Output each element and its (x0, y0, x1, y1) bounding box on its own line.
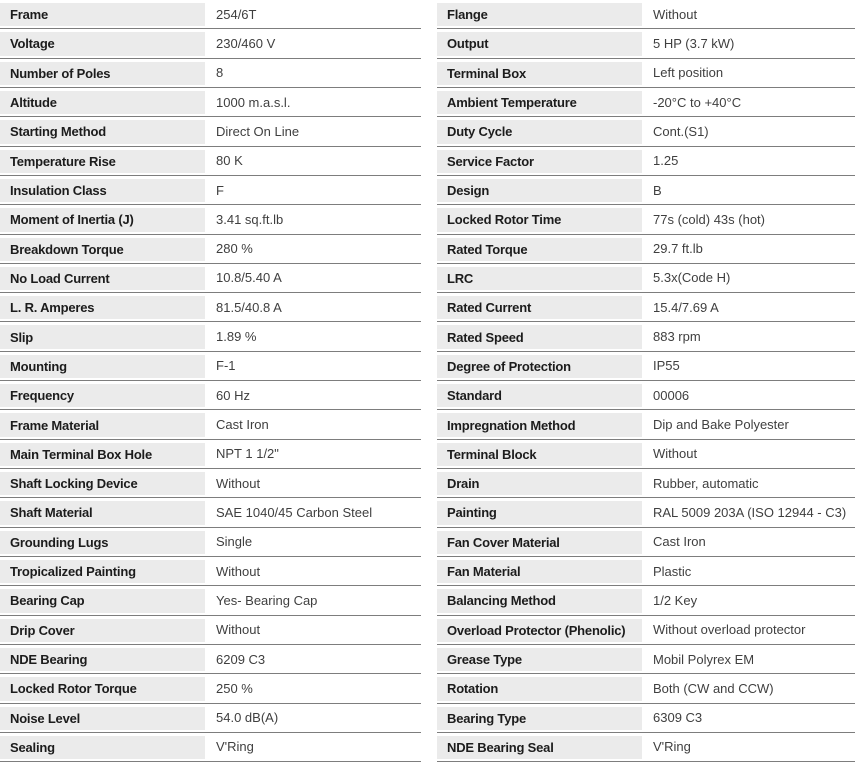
spec-value: Without (653, 6, 698, 22)
spec-label: Rated Speed (437, 325, 642, 348)
table-row (437, 117, 855, 146)
table-row (437, 616, 855, 645)
spec-label: Slip (0, 325, 205, 348)
spec-value: Plastic (653, 563, 692, 579)
spec-value: F-1 (216, 358, 236, 374)
spec-label: Locked Rotor Time (437, 208, 642, 231)
table-row (437, 29, 855, 58)
table-row (437, 557, 855, 586)
table-row (0, 586, 421, 615)
table-row (437, 645, 855, 674)
table-row (0, 616, 421, 645)
spec-label: Shaft Material (0, 501, 205, 524)
spec-label: Frame Material (0, 413, 205, 436)
table-row (0, 147, 421, 176)
spec-value: 5 HP (3.7 kW) (653, 35, 735, 51)
spec-value: Cast Iron (653, 534, 706, 550)
spec-label: Main Terminal Box Hole (0, 443, 205, 466)
spec-label: Standard (437, 384, 642, 407)
spec-label: Shaft Locking Device (0, 472, 205, 495)
spec-label: Temperature Rise (0, 150, 205, 173)
table-row (437, 498, 855, 527)
spec-value: Single (216, 534, 253, 550)
table-row (0, 440, 421, 469)
spec-value: 1/2 Key (653, 592, 698, 608)
table-row (437, 235, 855, 264)
table-row (0, 528, 421, 557)
spec-table-left (0, 0, 421, 762)
spec-label: Fan Material (437, 560, 642, 583)
spec-label: Moment of Inertia (J) (0, 208, 205, 231)
spec-label: NDE Bearing Seal (437, 736, 642, 759)
spec-value: IP55 (653, 358, 680, 374)
table-row (0, 322, 421, 351)
spec-value: 80 K (216, 153, 243, 169)
table-row (0, 469, 421, 498)
table-row (437, 88, 855, 117)
table-row (0, 381, 421, 410)
table-row (0, 0, 421, 29)
table-row (437, 381, 855, 410)
table-row (437, 528, 855, 557)
table-row (0, 674, 421, 703)
table-row (0, 88, 421, 117)
spec-table-right (437, 0, 855, 762)
spec-value: 81.5/40.8 A (216, 299, 282, 315)
table-row (437, 410, 855, 439)
table-row (0, 264, 421, 293)
spec-label: Altitude (0, 91, 205, 114)
table-row (437, 352, 855, 381)
spec-label: Rotation (437, 677, 642, 700)
spec-label: Drain (437, 472, 642, 495)
spec-value: 1.25 (653, 153, 679, 169)
table-row (437, 674, 855, 703)
table-row (437, 322, 855, 351)
spec-label: Mounting (0, 355, 205, 378)
table-row (437, 586, 855, 615)
table-row (0, 59, 421, 88)
spec-value: Without (216, 563, 261, 579)
spec-value: Both (CW and CCW) (653, 680, 774, 696)
spec-label: Breakdown Torque (0, 238, 205, 261)
table-row (437, 147, 855, 176)
table-row (437, 176, 855, 205)
spec-value: -20°C to +40°C (653, 94, 742, 110)
spec-value: V'Ring (653, 739, 691, 755)
spec-label: Frequency (0, 384, 205, 407)
spec-label: Drip Cover (0, 619, 205, 642)
spec-label: Noise Level (0, 707, 205, 730)
spec-label: L. R. Amperes (0, 296, 205, 319)
spec-value: Cast Iron (216, 417, 269, 433)
spec-value: 3.41 sq.ft.lb (216, 211, 284, 227)
spec-value: 280 % (216, 241, 253, 257)
spec-value: 230/460 V (216, 35, 276, 51)
spec-value: 1000 m.a.s.l. (216, 94, 291, 110)
spec-label: Terminal Box (437, 62, 642, 85)
spec-label: Output (437, 32, 642, 55)
table-row (0, 704, 421, 733)
spec-value: 6209 C3 (216, 651, 266, 667)
table-row (0, 352, 421, 381)
table-row (0, 235, 421, 264)
table-row (0, 498, 421, 527)
spec-label: Starting Method (0, 120, 205, 143)
spec-value: Direct On Line (216, 123, 300, 139)
spec-value: Without overload protector (653, 622, 806, 638)
spec-label: Degree of Protection (437, 355, 642, 378)
spec-value: Without (216, 622, 261, 638)
table-row (0, 29, 421, 58)
spec-label: Balancing Method (437, 589, 642, 612)
table-row (437, 733, 855, 762)
spec-value: 00006 (653, 387, 690, 403)
spec-label: Flange (437, 3, 642, 26)
table-row (437, 469, 855, 498)
table-row (0, 733, 421, 762)
spec-label: Design (437, 179, 642, 202)
spec-value: 77s (cold) 43s (hot) (653, 211, 765, 227)
spec-label: Painting (437, 501, 642, 524)
spec-value: 15.4/7.69 A (653, 299, 719, 315)
spec-value: Rubber, automatic (653, 475, 759, 491)
spec-label: Locked Rotor Torque (0, 677, 205, 700)
table-row (437, 440, 855, 469)
spec-value: Without (216, 475, 261, 491)
spec-label: Duty Cycle (437, 120, 642, 143)
spec-value: 6309 C3 (653, 710, 703, 726)
table-row (0, 293, 421, 322)
spec-value: RAL 5009 203A (ISO 12944 - C3) (653, 504, 847, 520)
table-row (437, 0, 855, 29)
spec-value: SAE 1040/45 Carbon Steel (216, 504, 373, 520)
spec-value: 8 (216, 65, 224, 81)
spec-value: Without (653, 446, 698, 462)
spec-label: NDE Bearing (0, 648, 205, 671)
spec-label: Rated Current (437, 296, 642, 319)
spec-label: Bearing Type (437, 707, 642, 730)
spec-label: Ambient Temperature (437, 91, 642, 114)
spec-label: Impregnation Method (437, 413, 642, 436)
spec-value: Dip and Bake Polyester (653, 417, 789, 433)
spec-value: 1.89 % (216, 329, 257, 345)
spec-value: 60 Hz (216, 387, 250, 403)
spec-label: Voltage (0, 32, 205, 55)
table-row (437, 264, 855, 293)
spec-value: Mobil Polyrex EM (653, 651, 755, 667)
spec-value: B (653, 182, 662, 198)
spec-value: 883 rpm (653, 329, 701, 345)
spec-value: 54.0 dB(A) (216, 710, 279, 726)
spec-value: 10.8/5.40 A (216, 270, 282, 286)
spec-label: Tropicalized Painting (0, 560, 205, 583)
spec-label: Frame (0, 3, 205, 26)
spec-value: 5.3x(Code H) (653, 270, 731, 286)
spec-label: Overload Protector (Phenolic) (437, 619, 642, 642)
table-row (437, 293, 855, 322)
spec-value: 250 % (216, 680, 253, 696)
spec-label: Terminal Block (437, 443, 642, 466)
spec-label: Number of Poles (0, 62, 205, 85)
spec-label: Sealing (0, 736, 205, 759)
table-row (0, 176, 421, 205)
spec-label: Insulation Class (0, 179, 205, 202)
table-row (0, 205, 421, 234)
spec-label: Bearing Cap (0, 589, 205, 612)
spec-value: V'Ring (216, 739, 254, 755)
spec-value: Left position (653, 65, 724, 81)
table-row (437, 59, 855, 88)
spec-value: Yes- Bearing Cap (216, 592, 318, 608)
spec-value: 254/6T (216, 6, 257, 22)
table-row (0, 117, 421, 146)
spec-value: Cont.(S1) (653, 123, 709, 139)
spec-label: Grounding Lugs (0, 531, 205, 554)
spec-label: Rated Torque (437, 238, 642, 261)
spec-label: Grease Type (437, 648, 642, 671)
table-row (0, 557, 421, 586)
spec-label: Service Factor (437, 150, 642, 173)
table-row (437, 704, 855, 733)
spec-value: NPT 1 1/2" (216, 446, 279, 462)
spec-value: 29.7 ft.lb (653, 241, 703, 257)
table-row (437, 205, 855, 234)
spec-value: F (216, 182, 224, 198)
spec-label: No Load Current (0, 267, 205, 290)
table-row (0, 645, 421, 674)
spec-label: Fan Cover Material (437, 531, 642, 554)
table-row (0, 410, 421, 439)
spec-label: LRC (437, 267, 642, 290)
